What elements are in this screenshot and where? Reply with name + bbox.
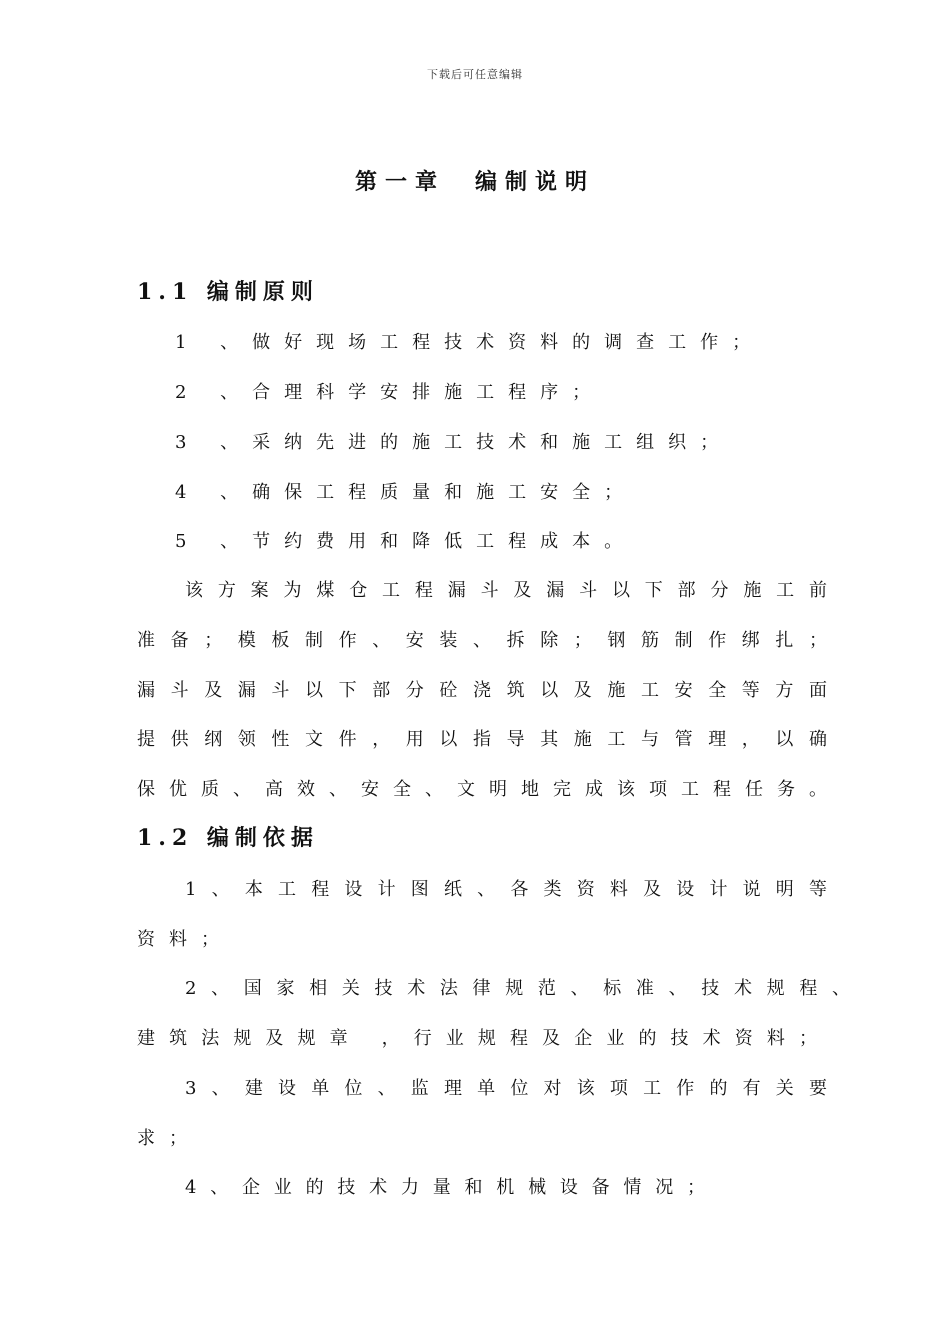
principle-item: 3 、采纳先进的施工技术和施工组织； — [175, 432, 733, 453]
chapter-title: 第一章 编制说明 — [354, 169, 595, 195]
basis-line: 资料； — [137, 929, 233, 950]
basis-line: 1​、​本​工​程​设​计​图​纸​、​各​类​资​料​及​设​计​说​明​等 — [185, 879, 827, 900]
paragraph-line: 提​供​纲​领​性​文​件​，​用​以​指​导​其​施​工​与​管​理​，​以​确 — [137, 729, 827, 750]
paragraph-line: 准​备​；​模​板​制​作​、​安​装​、​拆​除​；​钢​筋​制​作​绑​扎​； — [137, 630, 827, 651]
paragraph-line: 漏​斗​及​漏​斗​以​下​部​分​砼​浇​筑​以​及​施​工​安​全​等​方​面 — [137, 680, 827, 701]
page-header-note: 下载后可任意编辑 — [427, 68, 523, 81]
principle-item: 1 、做好现场工程技术资料的调查工作； — [175, 332, 765, 353]
principle-item: 2 、合理科学安排施工程序； — [175, 382, 605, 403]
basis-line: 4​、​企​业​的​技​术​力​量​和​机​械​设​备​情​况​； — [185, 1177, 705, 1198]
section-heading-basis: 1.2 编制依据 — [137, 825, 319, 851]
basis-line: 求； — [137, 1128, 201, 1149]
paragraph-line: 该​方​案​为​煤​仓​工​程​漏​斗​及​漏​斗​以​下​部​分​施​工​前 — [185, 580, 827, 601]
section-heading-principles: 1.1 编制原则 — [137, 279, 319, 305]
principle-item: 4 、确保工程质量和施工安全； — [175, 482, 637, 503]
basis-line: 3​、​建​设​单​位​、​监​理​单​位​对​该​项​工​作​的​有​关​要 — [185, 1078, 827, 1099]
basis-line: 建​筑​法​规​及​规​章​ ​，​行​业​规​程​及​企​业​的​技​术​资​料​； — [137, 1028, 817, 1049]
principle-item: 5 、节约费用和降低工程成本。 — [175, 531, 637, 552]
basis-line: 2​、​国​家​相​关​技​术​法​律​规​范​、​标​准​、​技​术​规​程​、 — [185, 978, 850, 999]
paragraph-line: 保​优​质​、​高​效​、​安​全​、​文​明​地​完​成​该​项​工​程​任​务​。 — [137, 779, 827, 800]
